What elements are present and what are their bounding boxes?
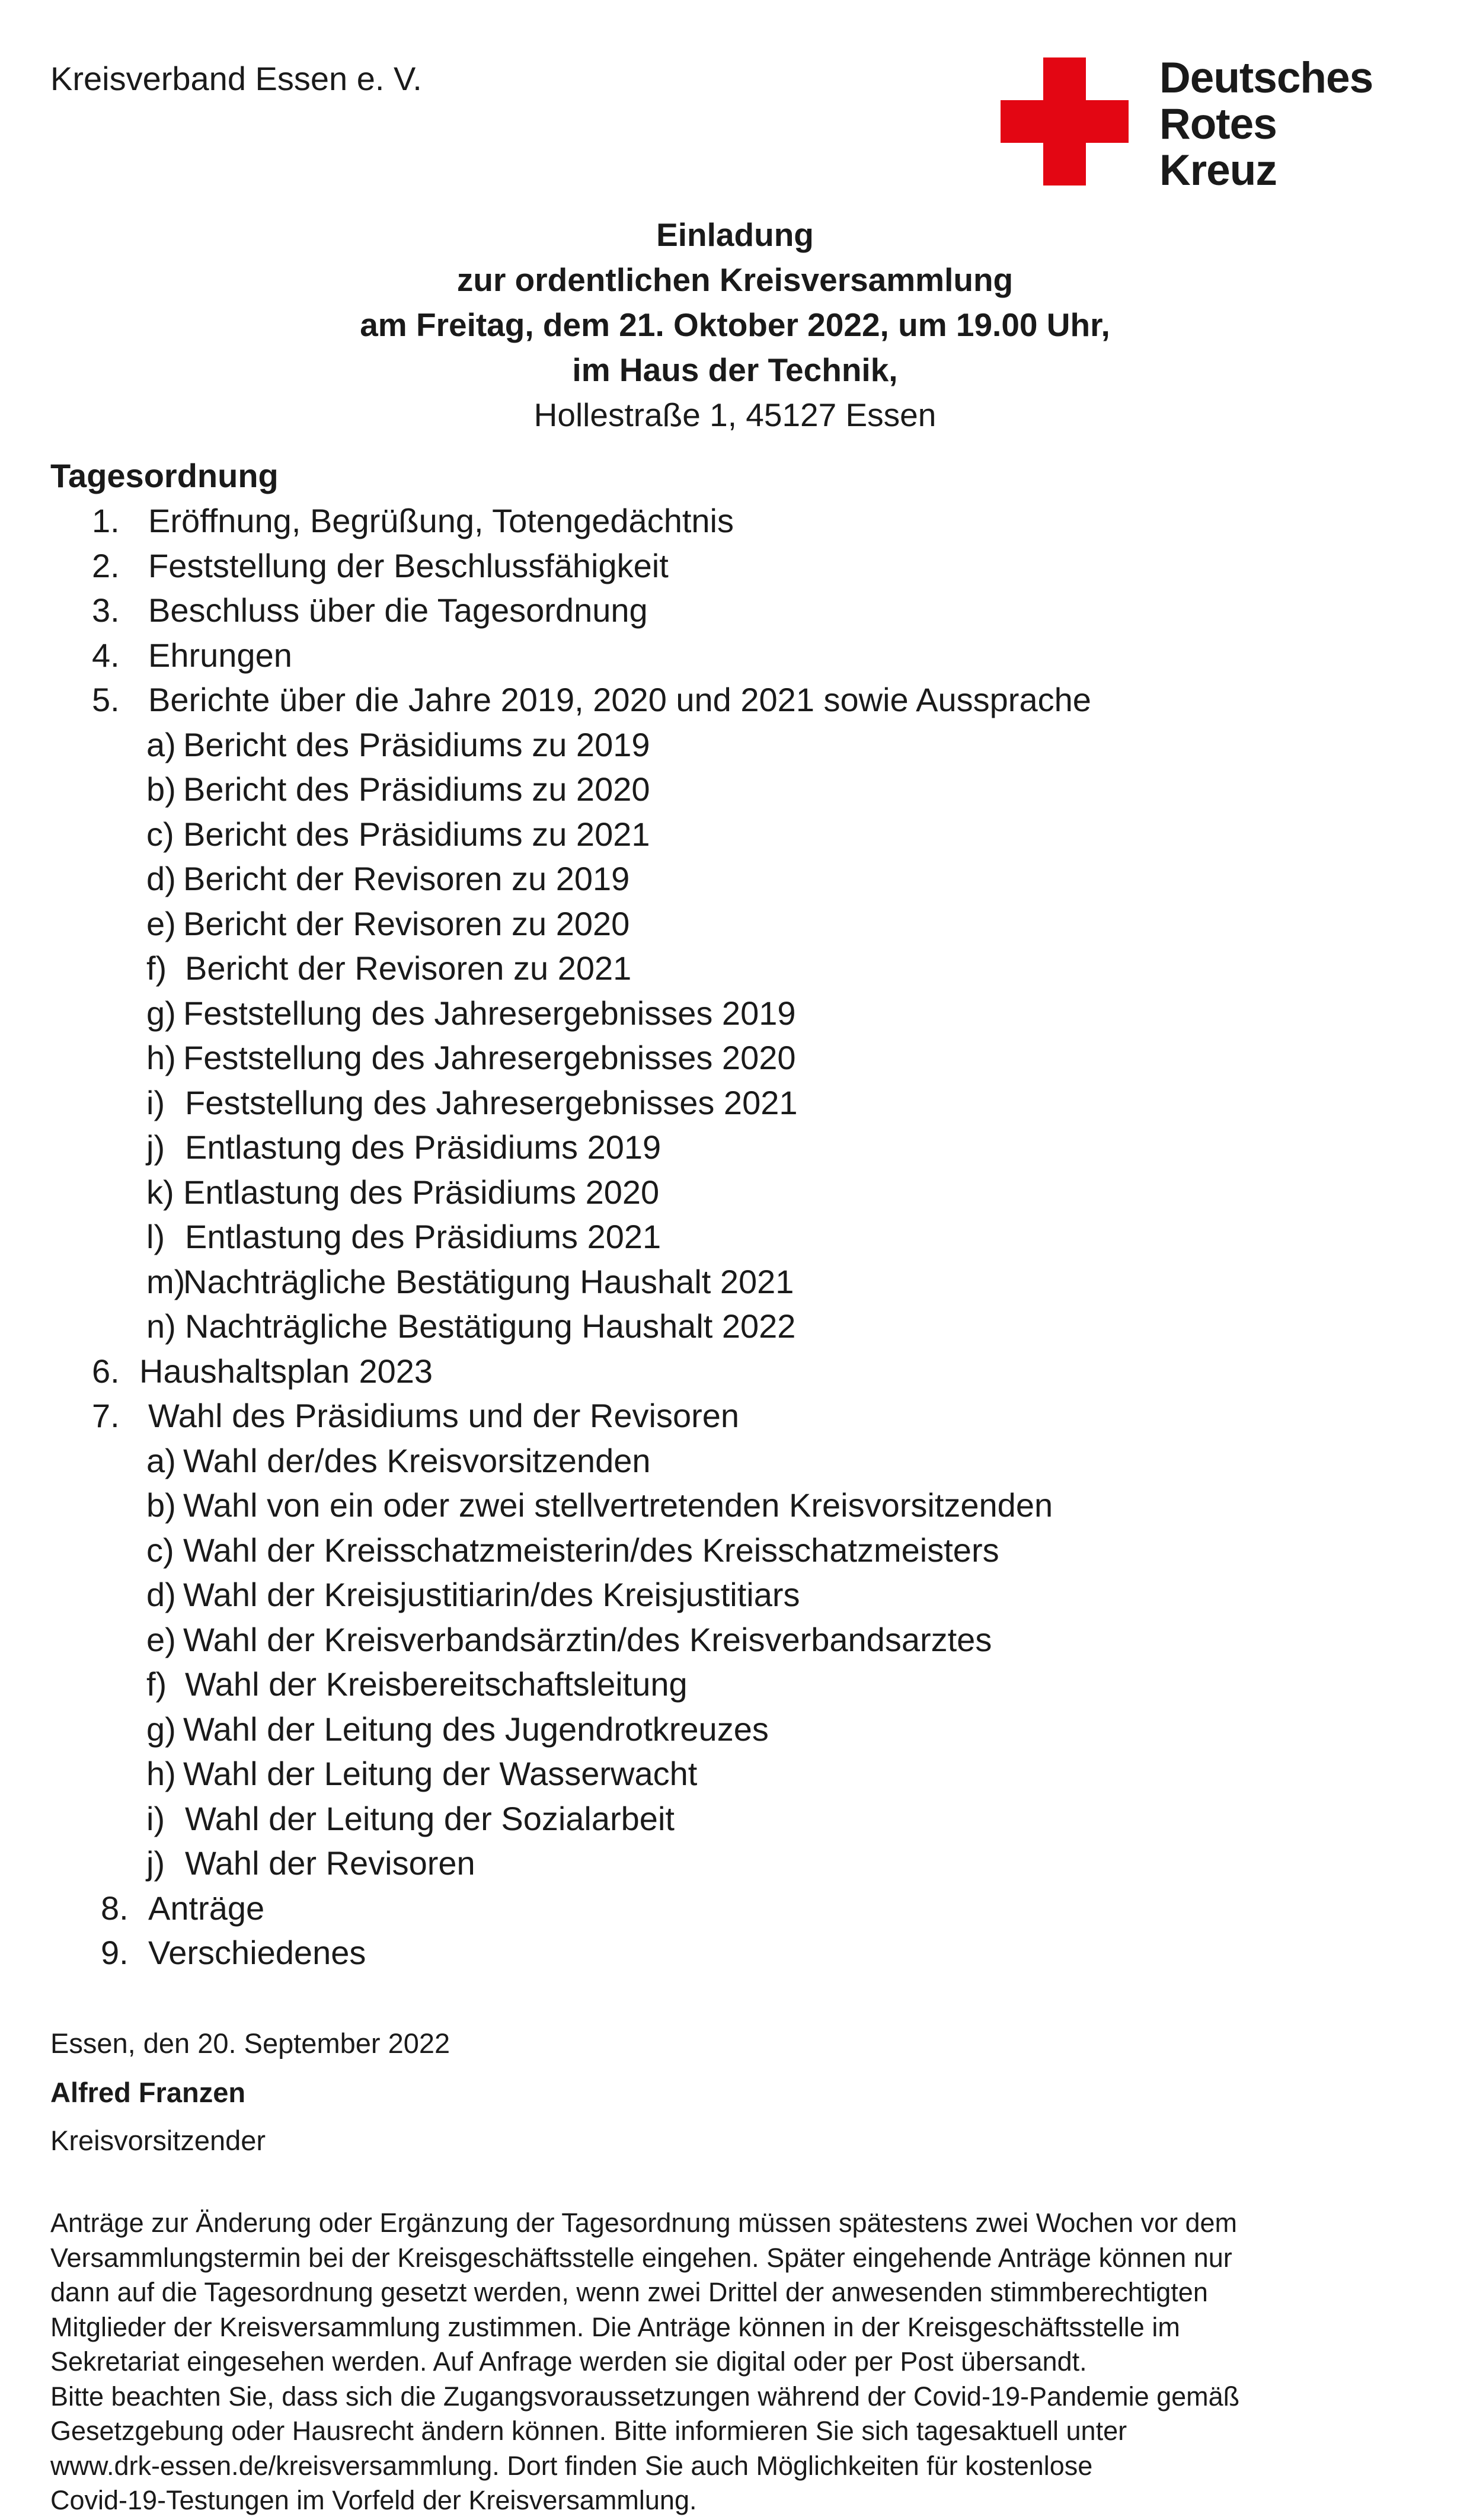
agenda-item-number: b) <box>146 770 176 808</box>
agenda-item-number: h) <box>146 1039 176 1076</box>
agenda-item-number: 3. <box>92 591 120 629</box>
agenda-title: Tagesordnung <box>50 457 279 494</box>
agenda-item-text: Ehrungen <box>148 636 292 674</box>
agenda-item-text: Bericht des Präsidiums zu 2021 <box>183 815 650 853</box>
agenda-item-text: Nachträgliche Bestätigung Haushalt 2021 <box>183 1262 794 1300</box>
notes-line: www.drk-essen.de/kreisversammlung. Dort finden Sie auch Möglichkeiten für kostenlose <box>50 2450 1093 2481</box>
notes-line: dann auf die Tagesordnung gesetzt werden, wenn zwei Drittel der anwesenden stimmberechtigten <box>50 2277 1208 2307</box>
agenda-item-text: Entlastung des Präsidiums 2019 <box>185 1128 662 1166</box>
notes-paragraph <box>50 2206 1431 2518</box>
agenda-item-number: a) <box>146 725 176 763</box>
signer-name: Alfred Franzen <box>50 2077 246 2108</box>
agenda-item-number: g) <box>146 994 176 1032</box>
agenda-item-text: Feststellung der Beschlussfähigkeit <box>148 546 669 584</box>
agenda-item-number: 2. <box>92 546 120 584</box>
agenda-item-text: Feststellung des Jahresergebnisses 2020 <box>183 1039 796 1076</box>
notes-line: Sekretariat eingesehen werden. Auf Anfrage werden sie digital oder per Post übersandt. <box>50 2346 1087 2377</box>
agenda-item-text: Wahl der Revisoren <box>185 1844 475 1882</box>
notes-line: Versammlungstermin bei der Kreisgeschäftsstelle eingehen. Später eingehende Anträge können nur <box>50 2242 1232 2273</box>
drk-logo <box>1001 54 1404 194</box>
agenda-item-number: h) <box>146 1755 176 1792</box>
agenda-item-text: Wahl der Leitung des Jugendrotkreuzes <box>183 1710 769 1748</box>
agenda-item-number: 9. <box>101 1934 129 1971</box>
place-date: Essen, den 20. September 2022 <box>50 2027 450 2059</box>
agenda-item-number: j) <box>146 1844 165 1882</box>
invitation-title: Einladung <box>656 216 814 253</box>
meeting-address: Hollestraße 1, 45127 Essen <box>533 396 937 433</box>
red-cross-icon <box>1001 57 1129 186</box>
logo-line-1: Deutsches <box>1159 54 1373 102</box>
agenda-item-text: Wahl der Kreisschatzmeisterin/des Kreisschatzmeisters <box>183 1531 999 1569</box>
logo-line-2: Rotes <box>1159 100 1277 148</box>
agenda-item-number: n) <box>146 1307 176 1345</box>
agenda-item-text: Wahl der Kreisverbandsärztin/des Kreisverbandsarztes <box>183 1620 992 1658</box>
agenda-item-text: Wahl der Kreisjustitiarin/des Kreisjustitiars <box>183 1576 800 1613</box>
logo-line-3: Kreuz <box>1159 146 1277 194</box>
agenda-item-number: f) <box>146 949 167 987</box>
logo-wordmark <box>1159 55 1373 194</box>
agenda-item-text: Wahl von ein oder zwei stellvertretenden Kreisvorsitzenden <box>183 1486 1053 1524</box>
agenda-item-text: Nachträgliche Bestätigung Haushalt 2022 <box>185 1307 796 1345</box>
agenda-item-number: f) <box>146 1665 167 1703</box>
agenda-item-number: 6. <box>92 1352 120 1390</box>
agenda-item-text: Verschiedenes <box>148 1934 366 1971</box>
agenda-item-text: Bericht der Revisoren zu 2019 <box>183 860 630 897</box>
agenda-item-number: 1. <box>92 502 120 539</box>
agenda-item-number: b) <box>146 1486 176 1524</box>
agenda-item-number: 8. <box>101 1889 129 1927</box>
agenda-item-text: Bericht der Revisoren zu 2021 <box>185 949 632 987</box>
agenda-item-text: Berichte über die Jahre 2019, 2020 und 2021 sowie Aussprache <box>148 681 1091 718</box>
agenda-item-number: j) <box>146 1128 165 1166</box>
agenda-item-number: 4. <box>92 636 120 674</box>
agenda-item-number: g) <box>146 1710 176 1748</box>
agenda-item-number: d) <box>146 860 176 897</box>
notes-line: Anträge zur Änderung oder Ergänzung der Tagesordnung müssen spätestens zwei Wochen vor dem <box>50 2208 1238 2238</box>
agenda-item-number: k) <box>146 1173 174 1211</box>
agenda-item-number: m) <box>146 1262 186 1300</box>
agenda-item-number: c) <box>146 1531 174 1569</box>
agenda-item-number: c) <box>146 815 174 853</box>
notes-line: Covid-19-Testungen im Vorfeld der Kreisversammlung. <box>50 2485 697 2515</box>
agenda-item-text: Bericht der Revisoren zu 2020 <box>183 904 630 942</box>
agenda-item-number: a) <box>146 1441 176 1479</box>
agenda-item-text: Wahl der Leitung der Sozialarbeit <box>185 1799 675 1837</box>
agenda-item-number: l) <box>146 1218 165 1255</box>
agenda-item-text: Wahl des Präsidiums und der Revisoren <box>148 1397 740 1434</box>
agenda-item-text: Beschluss über die Tagesordnung <box>148 591 648 629</box>
notes-line: Gesetzgebung oder Hausrecht ändern können. Bitte informieren Sie sich tagesaktuell unter <box>50 2416 1127 2446</box>
invitation-headline <box>0 212 1470 437</box>
agenda-item-text: Haushaltsplan 2023 <box>139 1352 433 1390</box>
agenda-item-text: Eröffnung, Begrüßung, Totengedächtnis <box>148 502 734 539</box>
agenda-item-text: Entlastung des Präsidiums 2021 <box>185 1218 662 1255</box>
agenda-item-text: Entlastung des Präsidiums 2020 <box>183 1173 660 1211</box>
agenda-item-text: Feststellung des Jahresergebnisses 2021 <box>185 1083 798 1121</box>
agenda-item-number: i) <box>146 1083 165 1121</box>
agenda-item-number: 5. <box>92 681 120 718</box>
agenda-item-text: Wahl der Kreisbereitschaftsleitung <box>185 1665 688 1703</box>
signer-role: Kreisvorsitzender <box>50 2125 266 2156</box>
agenda-item-text: Wahl der Leitung der Wasserwacht <box>183 1755 698 1792</box>
invitation-subtitle: zur ordentlichen Kreisversammlung <box>456 261 1014 298</box>
agenda-item-number: e) <box>146 1620 176 1658</box>
agenda-item-text: Wahl der/des Kreisvorsitzenden <box>183 1441 651 1479</box>
agenda-item-text: Bericht des Präsidiums zu 2019 <box>183 725 650 763</box>
meeting-date: am Freitag, dem 21. Oktober 2022, um 19.00 Uhr, <box>360 306 1110 343</box>
notes-line: Mitglieder der Kreisversammlung zustimmen. Die Anträge können in der Kreisgeschäftsstelle im <box>50 2311 1180 2342</box>
agenda-item-number: d) <box>146 1576 176 1613</box>
agenda-item-number: i) <box>146 1799 165 1837</box>
meeting-venue: im Haus der Technik, <box>572 351 898 388</box>
agenda-item-text: Bericht des Präsidiums zu 2020 <box>183 770 650 808</box>
notes-line: Bitte beachten Sie, dass sich die Zugangsvoraussetzungen während der Covid-19-Pandemie gemäß <box>50 2381 1240 2412</box>
org-name: Kreisverband Essen e. V. <box>50 60 422 97</box>
agenda-item-text: Feststellung des Jahresergebnisses 2019 <box>183 994 796 1032</box>
agenda-item-number: 7. <box>92 1397 120 1434</box>
agenda-item-text: Anträge <box>148 1889 265 1927</box>
agenda-item-number: e) <box>146 904 176 942</box>
